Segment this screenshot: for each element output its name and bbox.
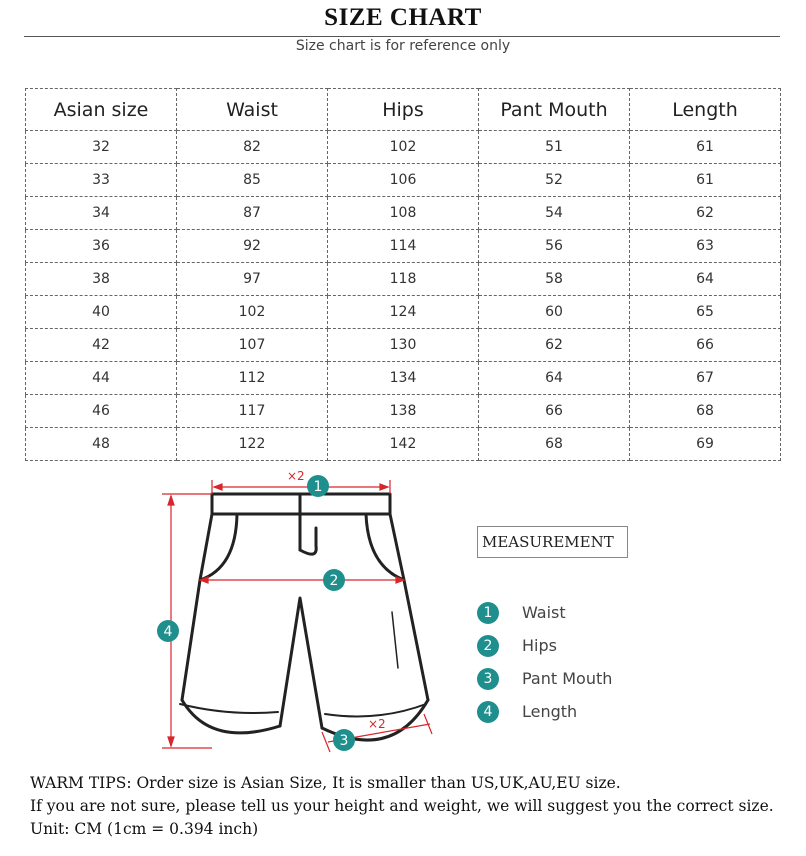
tips-line-unit: Unit: CM (1cm = 0.394 inch) (30, 820, 259, 838)
legend-label: Length (522, 702, 578, 721)
title-divider (24, 36, 780, 37)
svg-text:3: 3 (339, 733, 349, 749)
table-row (26, 230, 781, 263)
table-cell: 32 (26, 131, 177, 164)
table-cell: 66 (479, 395, 630, 428)
legend-item-pant-mouth (477, 662, 677, 695)
svg-text:1: 1 (313, 479, 323, 495)
number-badge: 3 (477, 668, 499, 690)
number-badge: 4 (477, 701, 499, 723)
measurement-heading: MEASUREMENT (477, 526, 628, 558)
diagram-marker-2 (323, 569, 345, 591)
table-cell: 42 (26, 329, 177, 362)
table-cell: 63 (630, 230, 781, 263)
column-header: Length (630, 89, 781, 131)
table-cell: 33 (26, 164, 177, 197)
table-cell: 34 (26, 197, 177, 230)
mouth-multiplier-label: ×2 (368, 717, 386, 731)
size-table (25, 88, 781, 461)
measurement-legend (477, 596, 677, 728)
legend-item-waist (477, 596, 677, 629)
table-cell: 66 (630, 329, 781, 362)
number-badge: 2 (477, 635, 499, 657)
table-cell: 142 (328, 428, 479, 461)
table-cell: 134 (328, 362, 479, 395)
table-cell: 97 (177, 263, 328, 296)
tips-line-order: WARM TIPS: Order size is Asian Size, It is smaller than US,UK,AU,EU size. (30, 774, 621, 792)
table-row (26, 296, 781, 329)
table-cell: 62 (479, 329, 630, 362)
svg-text:4: 4 (163, 624, 173, 640)
table-row (26, 263, 781, 296)
table-cell: 68 (630, 395, 781, 428)
table-cell: 107 (177, 329, 328, 362)
shorts-outline (180, 494, 428, 740)
waist-multiplier-label: ×2 (287, 469, 305, 483)
table-cell: 82 (177, 131, 328, 164)
table-cell: 48 (26, 428, 177, 461)
table-cell: 108 (328, 197, 479, 230)
table-row (26, 395, 781, 428)
tips-line-advice: If you are not sure, please tell us your height and weight, we will suggest you the correct size. (30, 797, 774, 815)
table-body (26, 131, 781, 461)
table-cell: 118 (328, 263, 479, 296)
column-header: Asian size (26, 89, 177, 131)
svg-text:2: 2 (329, 573, 339, 589)
table-cell: 60 (479, 296, 630, 329)
diagram-marker-3 (333, 729, 355, 751)
table-row (26, 362, 781, 395)
shorts-diagram (150, 462, 450, 762)
column-header: Pant Mouth (479, 89, 630, 131)
diagram-marker-1 (307, 475, 329, 497)
table-row (26, 164, 781, 197)
table-cell: 40 (26, 296, 177, 329)
table-header-row (26, 89, 781, 131)
table-cell: 65 (630, 296, 781, 329)
table-cell: 61 (630, 164, 781, 197)
table-cell: 51 (479, 131, 630, 164)
table-cell: 64 (479, 362, 630, 395)
table-row (26, 131, 781, 164)
table-row (26, 428, 781, 461)
table-row (26, 329, 781, 362)
column-header: Hips (328, 89, 479, 131)
table-cell: 138 (328, 395, 479, 428)
page-subtitle: Size chart is for reference only (295, 38, 511, 54)
column-header: Waist (177, 89, 328, 131)
table-cell: 122 (177, 428, 328, 461)
table-cell: 61 (630, 131, 781, 164)
table-cell: 62 (630, 197, 781, 230)
table-cell: 92 (177, 230, 328, 263)
table-cell: 117 (177, 395, 328, 428)
table-cell: 56 (479, 230, 630, 263)
legend-label: Hips (522, 636, 557, 655)
table-cell: 69 (630, 428, 781, 461)
table-cell: 124 (328, 296, 479, 329)
legend-label: Pant Mouth (522, 669, 613, 688)
table-cell: 102 (177, 296, 328, 329)
page-title: SIZE CHART (324, 4, 482, 31)
table-cell: 64 (630, 263, 781, 296)
table-cell: 112 (177, 362, 328, 395)
table-cell: 54 (479, 197, 630, 230)
table-cell: 87 (177, 197, 328, 230)
table-cell: 130 (328, 329, 479, 362)
legend-item-length (477, 695, 677, 728)
legend-item-hips (477, 629, 677, 662)
warm-tips (30, 772, 800, 841)
table-cell: 44 (26, 362, 177, 395)
table-cell: 38 (26, 263, 177, 296)
table-cell: 52 (479, 164, 630, 197)
number-badge: 1 (477, 602, 499, 624)
diagram-marker-4 (157, 620, 179, 642)
table-cell: 106 (328, 164, 479, 197)
table-cell: 36 (26, 230, 177, 263)
table-cell: 68 (479, 428, 630, 461)
legend-label: Waist (522, 603, 566, 622)
table-cell: 102 (328, 131, 479, 164)
table-cell: 46 (26, 395, 177, 428)
table-cell: 114 (328, 230, 479, 263)
table-cell: 67 (630, 362, 781, 395)
table-cell: 58 (479, 263, 630, 296)
table-cell: 85 (177, 164, 328, 197)
table-row (26, 197, 781, 230)
